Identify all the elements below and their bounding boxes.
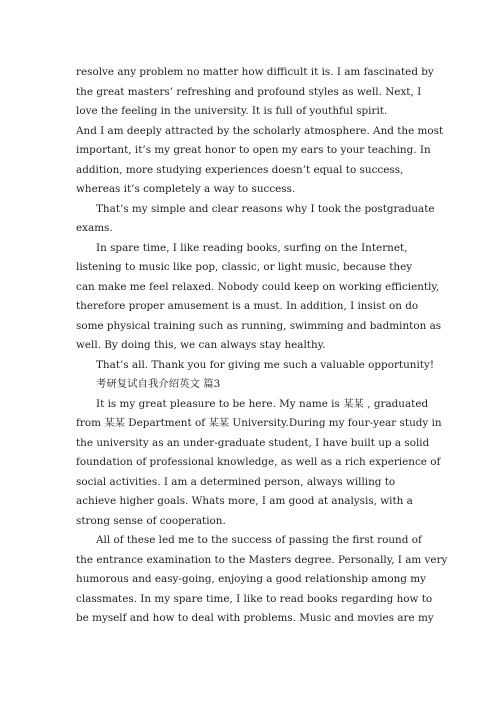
text-line: And I am deeply attracted by the scholarly atmosphere. And the most	[76, 125, 444, 137]
paragraph-first-line: That’s my simple and clear reasons why I took the postgraduate	[96, 203, 435, 215]
text-line: the university as an under-graduate student, I have built up a solid	[76, 437, 430, 449]
text-line: humorous and easy-going, enjoying a good relationship among my	[76, 573, 426, 585]
text-line: foundation of professional knowledge, as well as a rich experience of	[76, 456, 441, 468]
text-line: be myself and how to deal with problems. Music and movies are my	[76, 612, 434, 624]
paragraph-first-line: That’s all. Thank you for giving me such a valuable opportunity!	[96, 359, 435, 371]
text-line: the great masters’ refreshing and profound styles as well. Next, I	[76, 86, 422, 98]
text-line: the entrance examination to the Masters degree. Personally, I am very	[76, 554, 448, 566]
text-line: addition, more studying experiences doesn’t equal to success,	[76, 164, 404, 176]
text-line: love the feeling in the university. It is full of youthful spirit.	[76, 105, 388, 117]
text-line: from 某某 Department of 某某 University.During my four-year study in	[76, 417, 442, 429]
text-line: resolve any problem no matter how difficult it is. I am fascinated by	[76, 66, 434, 78]
paragraph-first-line: It is my great pleasure to be here. My name is 某某 , graduated	[96, 398, 429, 410]
text-line: exams.	[76, 222, 113, 234]
text-line: therefore proper amusement is a must. In addition, I insist on do	[76, 300, 419, 312]
paragraph-first-line: In spare time, I like reading books, surfing on the Internet,	[96, 242, 408, 254]
text-line: achieve higher goals. Whats more, I am good at analysis, with a	[76, 495, 413, 507]
paragraph-first-line: All of these led me to the success of passing the first round of	[96, 534, 422, 546]
text-line: listening to music like pop, classic, or light music, because they	[76, 261, 413, 273]
text-line: can make me feel relaxed. Nobody could keep on working efficiently,	[76, 281, 440, 293]
text-line: classmates. In my spare time, I like to read books regarding how to	[76, 593, 433, 605]
text-line: some physical training such as running, swimming and badminton as	[76, 320, 442, 332]
text-line: important, it’s my great honor to open my ears to your teaching. In	[76, 144, 431, 156]
text-line: social activities. I am a determined person, always willing to	[76, 476, 396, 488]
text-line: well. By doing this, we can always stay healthy.	[76, 339, 326, 351]
text-line: whereas it’s completely a way to success.	[76, 183, 296, 195]
text-line: strong sense of cooperation.	[76, 515, 226, 527]
section-heading: 考研复试自我介绍英文 篇3	[96, 378, 221, 390]
